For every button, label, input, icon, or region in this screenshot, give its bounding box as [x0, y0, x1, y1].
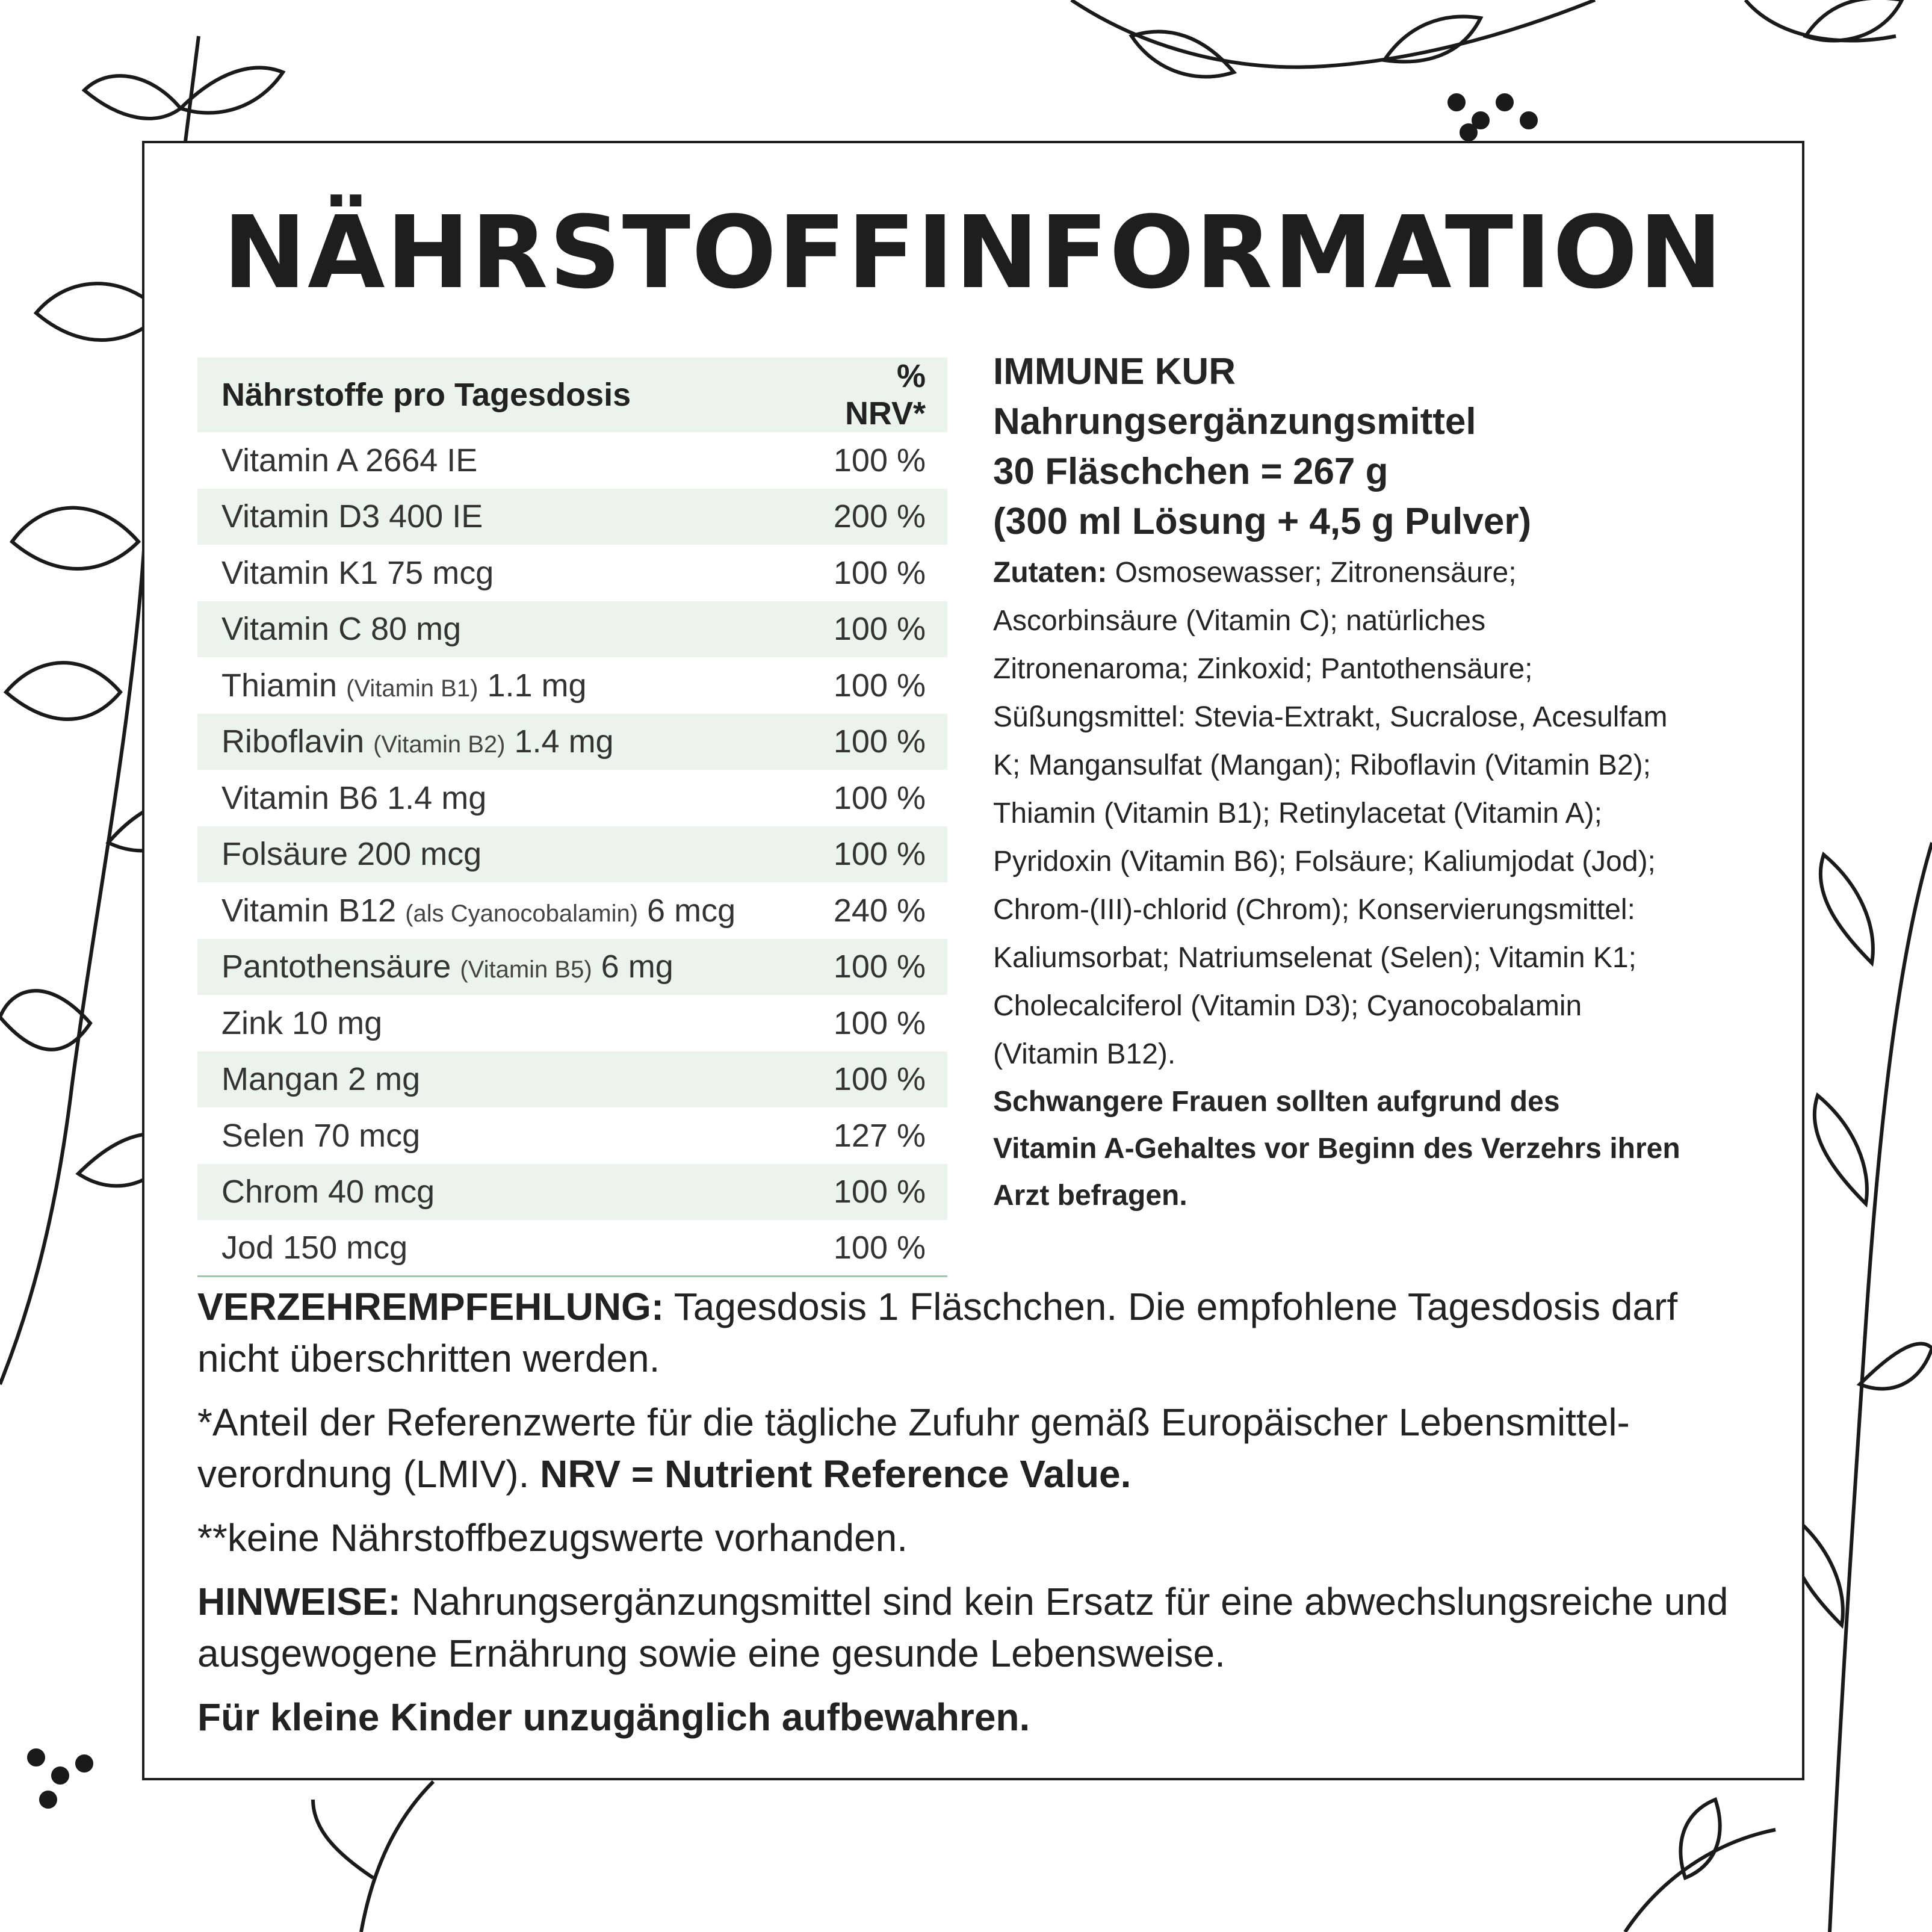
- nutrient-nrv: 100 %: [791, 1051, 947, 1108]
- nutrition-info-panel: [142, 141, 1804, 1780]
- product-type: Nahrungsergänzungsmittel: [993, 401, 1476, 442]
- table-row: [197, 545, 947, 601]
- nutrient-nrv: 100 %: [791, 826, 947, 883]
- nutrient-nrv: 100 %: [791, 1164, 947, 1221]
- nutrient-name: Vitamin B12 (als Cyanocobalamin) 6 mcg: [221, 892, 736, 929]
- header-nrv: % NRV*: [791, 358, 947, 432]
- table-row: [197, 1220, 947, 1277]
- table-header-row: [197, 358, 947, 432]
- nutrient-nrv: 127 %: [833, 1117, 926, 1154]
- nutrient-name: Vitamin C 80 mg: [197, 601, 791, 658]
- table-row: [197, 939, 947, 995]
- table-row: [197, 995, 947, 1051]
- recommendation: VERZEHREMPFEHLUNG: Tagesdosis 1 Fläschchen. Die empfohlene Tagesdosis darf nicht überschritten werden.: [197, 1285, 1678, 1380]
- nutrient-name: Vitamin A 2664 IE: [221, 442, 478, 478]
- nutrient-name: Folsäure 200 mcg: [197, 826, 791, 883]
- nutrient-nrv: 200 %: [791, 489, 947, 545]
- product-quantity: 30 Fläschchen = 267 g: [993, 451, 1389, 492]
- nutrient-name: Zink 10 mg: [221, 1005, 383, 1041]
- nutrient-name: Vitamin D3 400 IE: [197, 489, 791, 545]
- table-row: [197, 882, 947, 939]
- nutrient-nrv: 100 %: [833, 779, 926, 816]
- nutrient-name: Pantothensäure (Vitamin B5) 6 mg: [197, 939, 791, 995]
- footnote-no-reference: **keine Nährstoffbezugswerte vorhanden.: [197, 1516, 908, 1559]
- product-info: [993, 347, 1776, 1219]
- table-row: [197, 1107, 947, 1164]
- ingredients-label: Zutaten:: [993, 557, 1107, 589]
- nutrient-nrv: 100 %: [833, 554, 926, 591]
- table-row: [197, 714, 947, 770]
- hints: HINWEISE: Nahrungsergänzungsmittel sind kein Ersatz für eine abwechslungsreiche und ausgewogene Ernährung sowie eine gesunde Lebensweise.: [197, 1580, 1729, 1675]
- nutrient-name: Selen 70 mcg: [221, 1117, 421, 1154]
- nutrient-nrv: 100 %: [833, 1005, 926, 1041]
- nutrient-nrv: 100 %: [833, 667, 926, 704]
- nutrient-nrv: 100 %: [791, 714, 947, 770]
- nutrient-name: Vitamin B6 1.4 mg: [221, 779, 487, 816]
- footnote-nrv: *Anteil der Referenzwerte für die tägliche Zufuhr gemäß Europäischer Lebensmittel-verordnung (LMIV). NRV = Nutrient Reference Value.: [197, 1401, 1630, 1496]
- page-title: NÄHRSTOFFINFORMATION: [223, 195, 1724, 311]
- notes-section: [197, 1281, 1738, 1755]
- table-row: [197, 826, 947, 883]
- nutrient-name: Chrom 40 mcg: [197, 1164, 791, 1221]
- table-row: [197, 1164, 947, 1221]
- table-row: [197, 489, 947, 545]
- nutrient-nrv: 100 %: [791, 939, 947, 995]
- table-row: [197, 1051, 947, 1108]
- product-composition: (300 ml Lösung + 4,5 g Pulver): [993, 501, 1532, 542]
- nutrient-nrv: 100 %: [833, 1230, 926, 1266]
- table-row: [197, 770, 947, 826]
- nutrient-table: [197, 358, 947, 1277]
- pregnancy-warning: Schwangere Frauen sollten aufgrund des Vitamin A-Gehaltes vor Beginn des Verzehrs ihren Arzt befragen.: [993, 1086, 1680, 1212]
- nutrient-nrv: 100 %: [833, 442, 926, 478]
- storage-warning: Für kleine Kinder unzugänglich aufbewahren.: [197, 1695, 1030, 1739]
- nutrient-name: Mangan 2 mg: [197, 1051, 791, 1108]
- nutrient-nrv: 240 %: [833, 892, 926, 929]
- nutrient-name: Jod 150 mcg: [221, 1230, 408, 1266]
- header-nutrients: Nährstoffe pro Tagesdosis: [197, 358, 791, 432]
- nutrient-name: Thiamin (Vitamin B1) 1.1 mg: [221, 667, 587, 704]
- table-row: [197, 601, 947, 658]
- nutrient-name: Vitamin K1 75 mcg: [221, 554, 494, 591]
- table-row: [197, 432, 947, 489]
- product-name: IMMUNE KUR: [993, 351, 1236, 392]
- table-row: [197, 657, 947, 714]
- nutrient-nrv: 100 %: [791, 601, 947, 658]
- ingredients-list: Zutaten: Osmosewasser; Zitronensäure; Ascorbinsäure (Vitamin C); natürliches Zitronenaroma; Zinkoxid; Pantothensäure; Süßungsmittel: Stevia-Extrakt, Sucralose, Acesulfam K; Mangansulfat (Mangan); Riboflavin (Vitamin B2); Thiamin (Vitamin B1); Retinylacetat (Vitamin A); Pyridoxin (Vitamin B6); Folsäure; Kaliumjodat (Jod); Chrom-(III)-chlorid (Chrom); Konservierungsmittel: Kaliumsorbat; Natriumselenat (Selen); Vitamin K1; Cholecalciferol (Vitamin D3); Cyanocobalamin (Vitamin B12).: [993, 557, 1668, 1070]
- nutrient-name: Riboflavin (Vitamin B2) 1.4 mg: [197, 714, 791, 770]
